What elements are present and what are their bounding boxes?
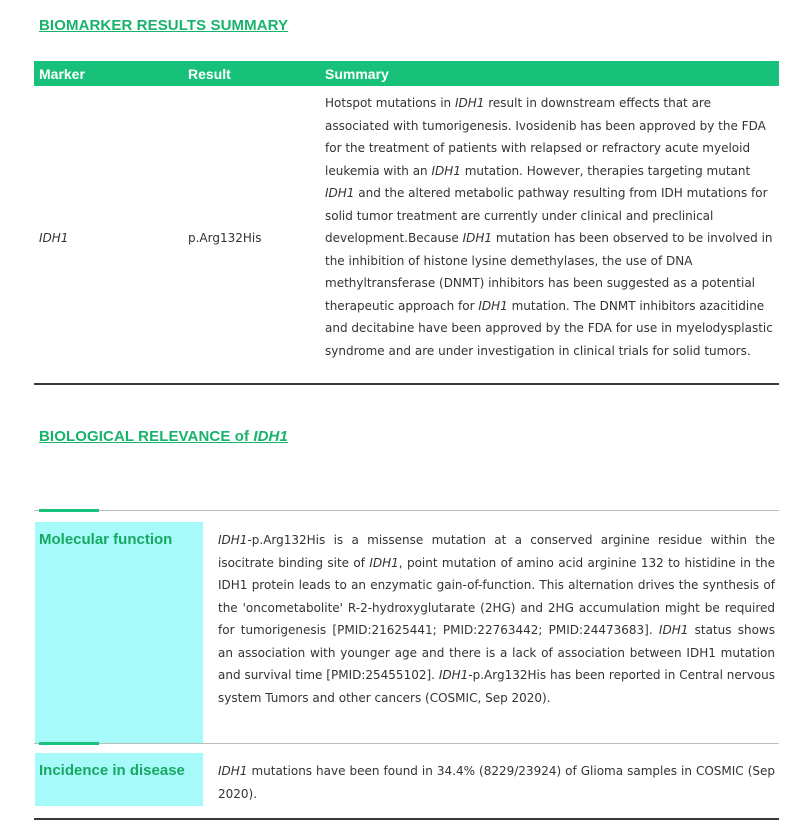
header-summary: Summary <box>325 66 389 82</box>
end-divider <box>34 818 779 820</box>
incidence-label: Incidence in disease <box>35 753 203 806</box>
summary-cell: Hotspot mutations in IDH1 result in downstream effects that are associated with tumorigenesis. Ivosidenib has been approved by the FDA for the treatment of patients with relapsed or refractory acute myeloid leukemia with an IDH1 mutation. However, therapies targeting mutant IDH1 and the altered metabolic pathway resulting from IDH mutations for solid tumor treatment are currently under clinical and preclinical development.Because IDH1 mutation has been observed to be involved in the inhibition of histone lysine demethylases, the use of DNA methyltransferase (DNMT) inhibitors has been suggested as a potential therapeutic approach for IDH1 mutation. The DNMT inhibitors azacitidine and decitabine have been approved by the FDA for use in myelodysplastic syndrome and are under investigation in clinical trials for solid tumors. <box>325 96 773 358</box>
accent-bar <box>39 509 99 512</box>
gene-name: IDH1 <box>325 186 355 200</box>
incidence-text: IDH1 mutations have been found in 34.4% (8229/23924) of Glioma samples in COSMIC (Sep 2020). <box>218 764 775 801</box>
result-cell: p.Arg132His <box>188 231 262 245</box>
gene-name: IDH1 <box>462 231 493 245</box>
gene-name: IDH1 <box>431 163 461 178</box>
molecular-function-text: IDH1-p.Arg132His is a missense mutation at a conserved arginine residue within the isocitrate binding site of IDH1, point mutation of amino acid arginine 132 to histidine in the IDH1 protein leads to an enzymatic gain-of-function. This alternation drives the synthesis of the 'oncometabolite' R-2-hydroxyglutarate (2HG) and 2HG accumulation might be required for tumorigenesis [PMID:21625441; PMID:22763442; PMID:24473683]. IDH1 status shows an association with younger age and there is a lack of association between IDH1 mutation and survival time [PMID:25455102]. IDH1-p.Arg132His has been reported in Central nervous system Tumors and other cancers (COSMIC, Sep 2020). <box>218 533 776 705</box>
relevance-section-title: BIOLOGICAL RELEVANCE of IDH1 <box>39 428 288 445</box>
divider <box>34 510 779 511</box>
molecular-function-label: Molecular function <box>35 522 203 743</box>
results-section-title: BIOMARKER RESULTS SUMMARY <box>39 17 289 34</box>
accent-bar <box>39 742 99 745</box>
gene-name: IDH1 <box>454 96 485 110</box>
table-header <box>34 61 779 86</box>
marker-cell: IDH1 <box>39 231 69 245</box>
header-marker: Marker <box>39 66 85 82</box>
results-table <box>34 61 779 385</box>
header-result: Result <box>188 66 231 82</box>
divider <box>34 743 779 744</box>
gene-name: IDH1 <box>478 298 508 313</box>
